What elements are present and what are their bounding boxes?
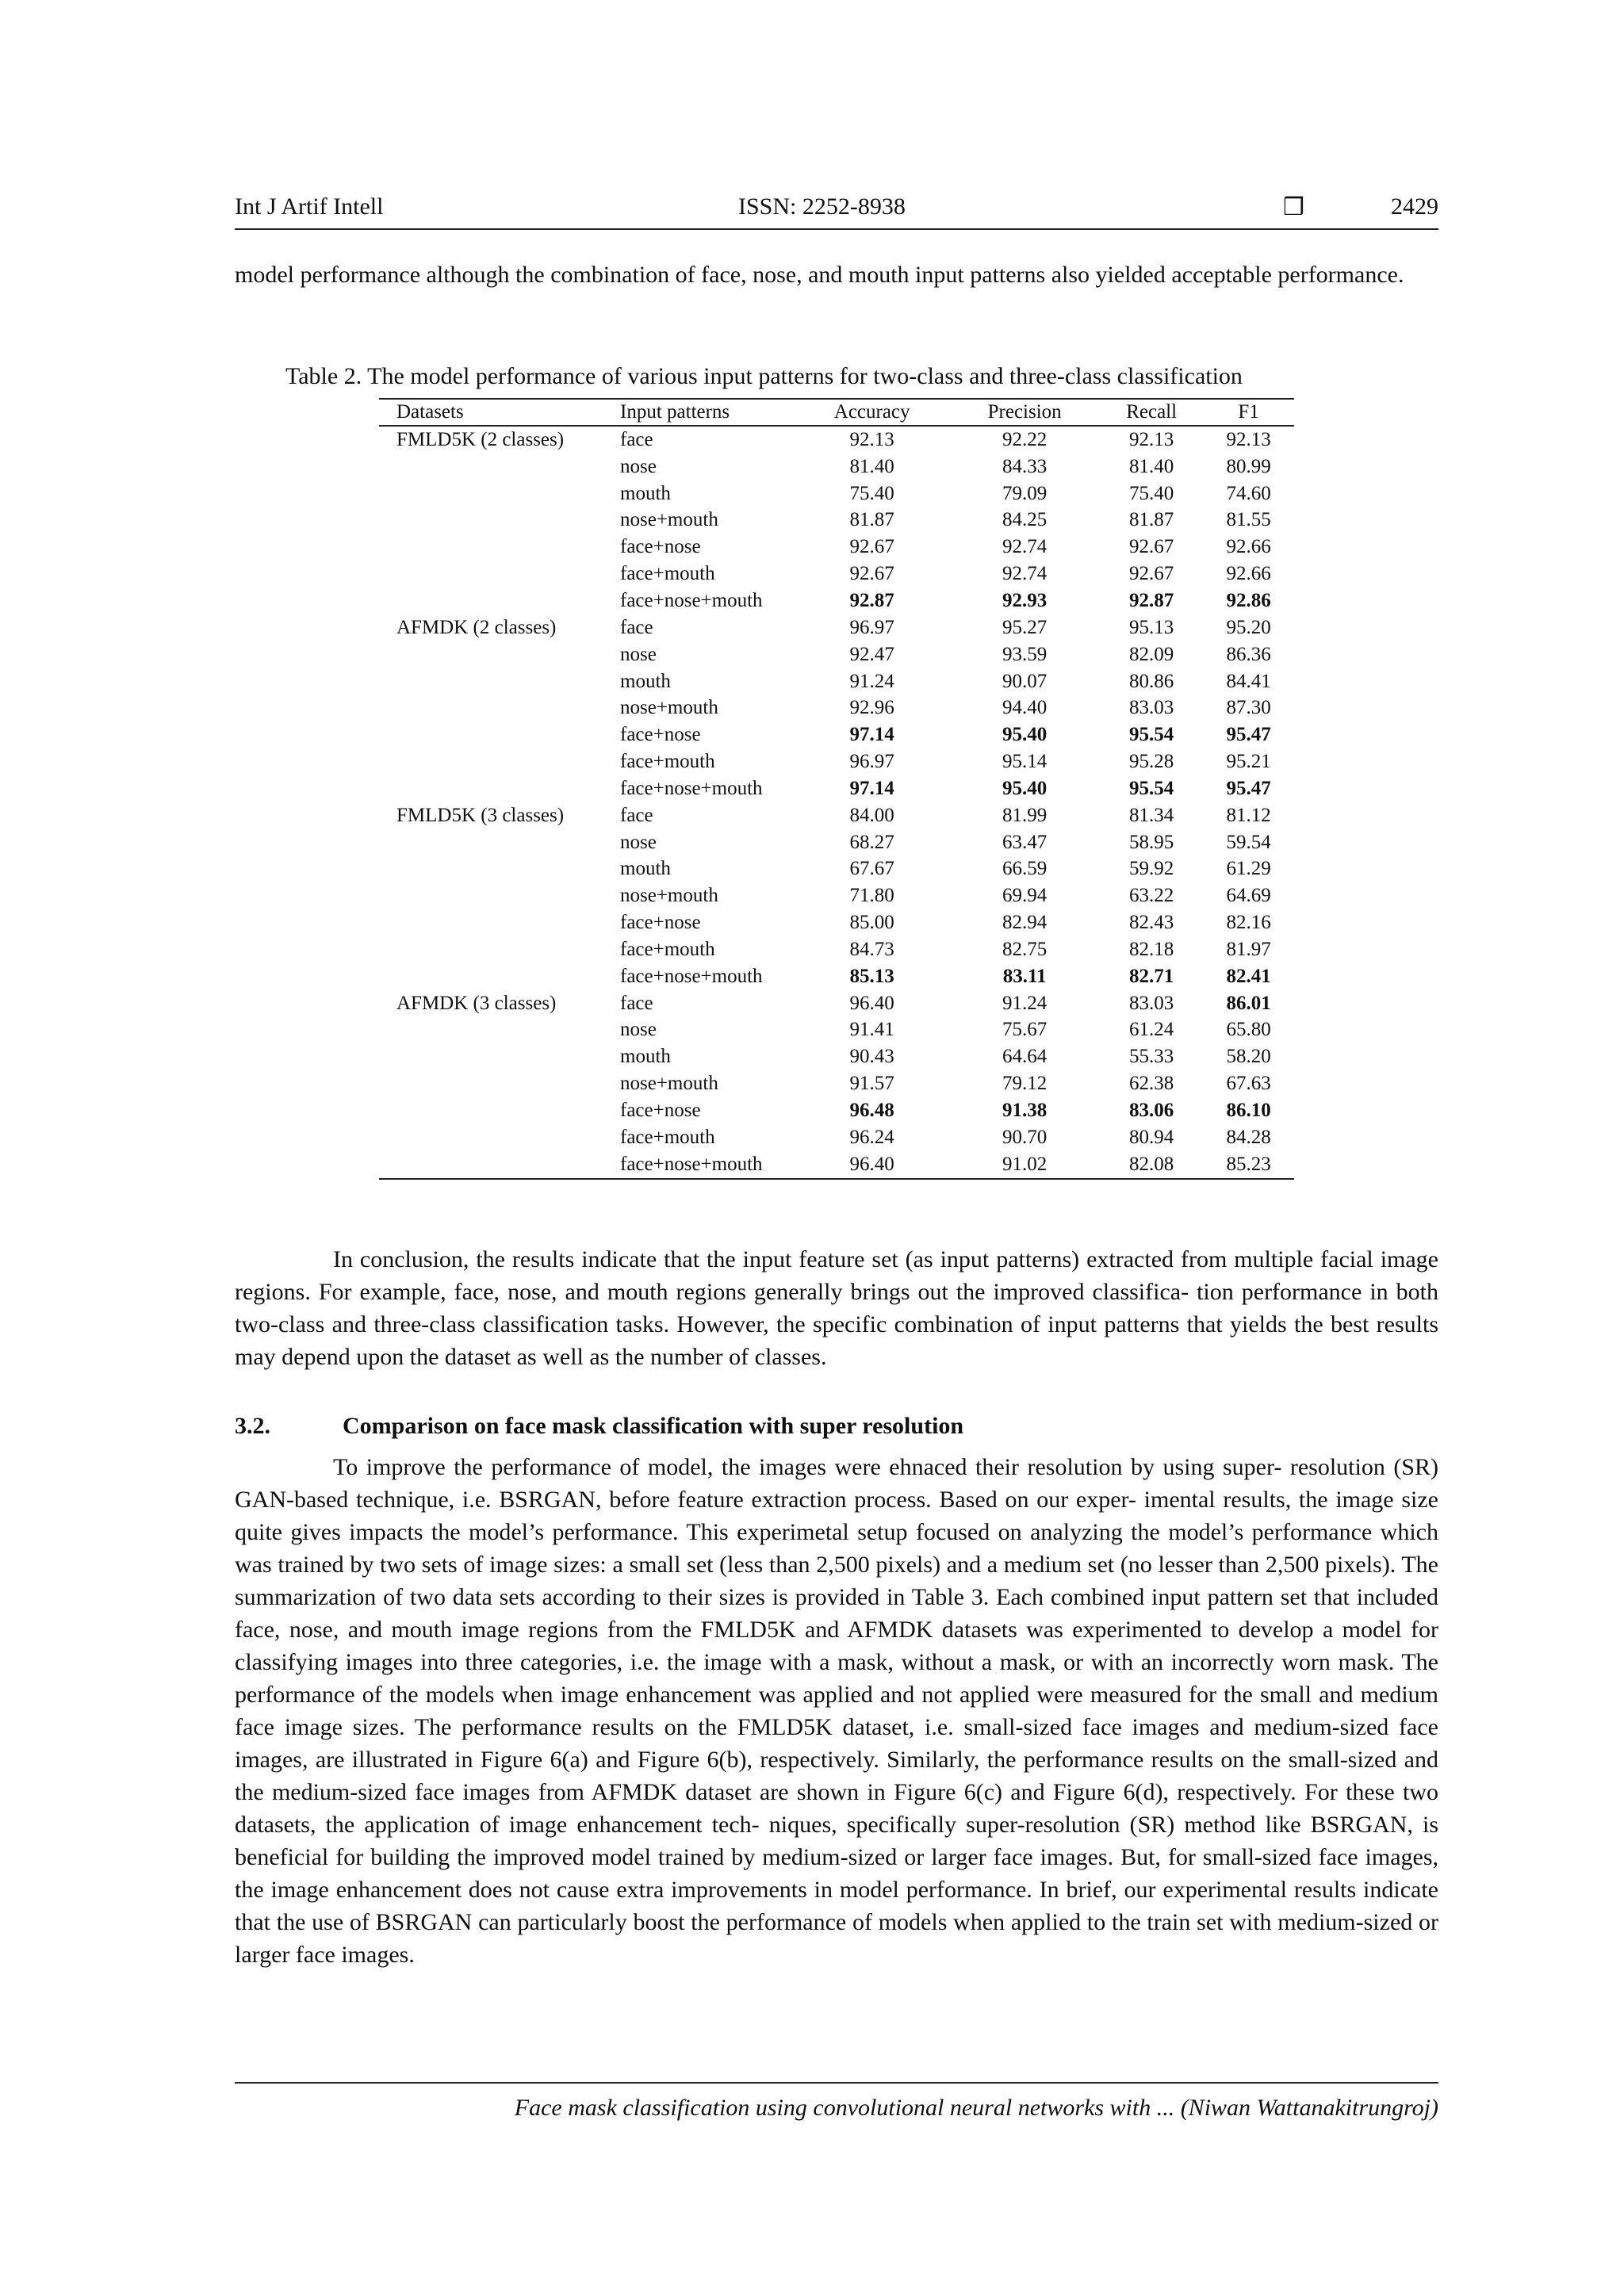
- col-header-input-patterns: Input patterns: [620, 399, 795, 426]
- table-row: [379, 748, 1294, 775]
- cell-recall: 61.24: [1129, 1019, 1174, 1041]
- cell-recall: 83.03: [1129, 992, 1174, 1014]
- cell-input-pattern: nose+mouth: [620, 1073, 718, 1095]
- cell-f1: 65.80: [1226, 1019, 1271, 1041]
- cell-accuracy: 97.14: [849, 777, 894, 799]
- cell-precision: 92.93: [1002, 589, 1048, 611]
- square-symbol-icon: ❒: [1283, 194, 1304, 220]
- cell-recall: 80.86: [1129, 670, 1174, 692]
- cell-input-pattern: mouth: [620, 670, 671, 692]
- cell-recall: 82.71: [1129, 965, 1174, 987]
- intro-paragraph: model performance although the combination of face, nose, and mouth input patterns also yielded acceptable performance.: [235, 262, 1404, 288]
- cell-precision: 63.47: [1002, 831, 1048, 853]
- cell-input-pattern: face: [620, 428, 653, 450]
- cell-precision: 92.22: [1002, 428, 1048, 450]
- cell-f1: 86.10: [1226, 1100, 1271, 1122]
- cell-accuracy: 96.97: [849, 751, 894, 773]
- cell-precision: 93.59: [1002, 643, 1048, 665]
- cell-f1: 82.16: [1226, 912, 1271, 934]
- cell-dataset: [379, 882, 620, 909]
- cell-accuracy: 92.13: [849, 428, 894, 450]
- cell-recall: 81.87: [1129, 509, 1174, 531]
- table-caption: Table 2. The model performance of various input patterns for two-class and three-class classification: [285, 363, 1243, 389]
- cell-accuracy: 92.67: [849, 536, 894, 558]
- cell-precision: 90.07: [1002, 670, 1048, 692]
- table-row: [379, 534, 1294, 561]
- cell-f1: 92.13: [1226, 428, 1271, 450]
- cell-dataset: [379, 936, 620, 963]
- cell-dataset: [379, 1070, 620, 1097]
- cell-precision: 69.94: [1002, 885, 1048, 907]
- table-header-row: [379, 399, 1294, 426]
- cell-input-pattern: face+nose+mouth: [620, 777, 763, 799]
- table-row: [379, 856, 1294, 883]
- cell-f1: 80.99: [1226, 455, 1271, 477]
- cell-accuracy: 75.40: [849, 482, 894, 504]
- cell-precision: 79.12: [1002, 1073, 1048, 1095]
- cell-dataset: [379, 507, 620, 534]
- cell-precision: 81.99: [1002, 804, 1048, 826]
- cell-recall: 92.13: [1129, 428, 1174, 450]
- cell-recall: 63.22: [1129, 885, 1174, 907]
- cell-f1: 92.86: [1226, 589, 1271, 611]
- cell-precision: 95.40: [1002, 724, 1048, 746]
- cell-accuracy: 85.00: [849, 912, 894, 934]
- cell-accuracy: 96.40: [795, 1151, 949, 1179]
- section-heading: [235, 1413, 1438, 1440]
- table-row: [379, 587, 1294, 614]
- cell-accuracy: 91.57: [849, 1073, 894, 1095]
- cell-recall: 75.40: [1129, 482, 1174, 504]
- cell-dataset: AFMDK (2 classes): [396, 616, 557, 638]
- cell-accuracy: 81.40: [849, 455, 894, 477]
- cell-input-pattern: face+nose+mouth: [620, 1151, 795, 1179]
- cell-recall: 80.94: [1129, 1126, 1174, 1148]
- cell-f1: 67.63: [1226, 1073, 1271, 1095]
- cell-precision: 84.33: [1002, 455, 1048, 477]
- cell-accuracy: 67.67: [849, 858, 894, 880]
- table-row: [379, 641, 1294, 668]
- cell-precision: 90.70: [1002, 1126, 1048, 1148]
- cell-recall: 92.67: [1129, 536, 1174, 558]
- page-footer: Face mask classification using convolutional neural networks with ... (Niwan Wattanakitrungroj): [235, 2082, 1438, 2122]
- cell-f1: 87.30: [1226, 697, 1271, 719]
- cell-input-pattern: face+mouth: [620, 751, 715, 773]
- cell-dataset: [379, 963, 620, 990]
- cell-f1: 58.20: [1226, 1046, 1271, 1068]
- cell-accuracy: 91.41: [849, 1019, 894, 1041]
- cell-precision: 66.59: [1002, 858, 1048, 880]
- cell-accuracy: 91.24: [849, 670, 894, 692]
- table-row: [379, 1151, 1294, 1179]
- cell-precision: 75.67: [1002, 1019, 1048, 1041]
- cell-input-pattern: mouth: [620, 482, 671, 504]
- cell-input-pattern: face+nose: [620, 536, 701, 558]
- cell-accuracy: 71.80: [849, 885, 894, 907]
- cell-input-pattern: nose: [620, 1019, 657, 1041]
- cell-input-pattern: face: [620, 992, 653, 1014]
- cell-dataset: [379, 909, 620, 936]
- table-row: [379, 614, 1294, 641]
- col-header-recall: Recall: [1100, 399, 1203, 426]
- cell-precision: 92.74: [1002, 563, 1048, 585]
- cell-input-pattern: face+nose+mouth: [620, 589, 763, 611]
- cell-input-pattern: face+nose+mouth: [620, 965, 763, 987]
- table-row: [379, 1070, 1294, 1097]
- table-row: [379, 1097, 1294, 1124]
- cell-precision: 95.14: [1002, 751, 1048, 773]
- cell-precision: 95.27: [1002, 616, 1048, 638]
- results-table: [379, 398, 1294, 1180]
- cell-dataset: AFMDK (3 classes): [396, 992, 557, 1014]
- cell-dataset: FMLD5K (3 classes): [396, 804, 565, 826]
- table-row: [379, 882, 1294, 909]
- cell-dataset: [379, 1043, 620, 1070]
- cell-accuracy: 92.47: [849, 643, 894, 665]
- table-row: [379, 802, 1294, 829]
- cell-recall: 81.40: [1129, 455, 1174, 477]
- cell-accuracy: 97.14: [849, 724, 894, 746]
- cell-f1: 95.21: [1226, 751, 1271, 773]
- cell-input-pattern: face+nose: [620, 724, 701, 746]
- cell-f1: 95.20: [1226, 616, 1271, 638]
- cell-f1: 95.47: [1226, 777, 1271, 799]
- cell-recall: 95.28: [1129, 751, 1174, 773]
- cell-input-pattern: face+mouth: [620, 563, 715, 585]
- cell-recall: 83.06: [1129, 1100, 1174, 1122]
- cell-recall: 82.18: [1129, 938, 1174, 960]
- cell-input-pattern: mouth: [620, 858, 671, 880]
- cell-recall: 95.54: [1129, 777, 1174, 799]
- cell-f1: 86.36: [1226, 643, 1271, 665]
- cell-recall: 82.09: [1129, 643, 1174, 665]
- cell-input-pattern: nose: [620, 831, 657, 853]
- section-title: Comparison on face mask classification with super resolution: [343, 1413, 964, 1439]
- table-row: [379, 695, 1294, 721]
- cell-accuracy: 84.73: [849, 938, 894, 960]
- cell-recall: 92.67: [1129, 563, 1174, 585]
- cell-recall: 82.08: [1100, 1151, 1203, 1179]
- col-header-accuracy: Accuracy: [795, 399, 949, 426]
- cell-dataset: FMLD5K (2 classes): [396, 428, 565, 450]
- table-row: [379, 775, 1294, 802]
- cell-dataset: [379, 534, 620, 561]
- cell-recall: 92.87: [1129, 589, 1174, 611]
- cell-f1: 81.12: [1226, 804, 1271, 826]
- section-number: 3.2.: [235, 1413, 270, 1439]
- cell-input-pattern: face: [620, 804, 653, 826]
- cell-f1: 85.23: [1203, 1151, 1294, 1179]
- cell-accuracy: 68.27: [849, 831, 894, 853]
- col-header-datasets: Datasets: [379, 399, 620, 426]
- cell-input-pattern: nose: [620, 455, 657, 477]
- cell-f1: 64.69: [1226, 885, 1271, 907]
- cell-precision: 82.94: [1002, 912, 1048, 934]
- cell-input-pattern: face+nose: [620, 1100, 701, 1122]
- cell-dataset: [379, 641, 620, 668]
- cell-recall: 83.03: [1129, 697, 1174, 719]
- cell-dataset: [379, 453, 620, 480]
- cell-input-pattern: nose: [620, 643, 657, 665]
- cell-precision: 84.25: [1002, 509, 1048, 531]
- cell-precision: 94.40: [1002, 697, 1048, 719]
- cell-accuracy: 96.48: [849, 1100, 894, 1122]
- cell-precision: 82.75: [1002, 938, 1048, 960]
- cell-f1: 81.97: [1226, 938, 1271, 960]
- col-header-precision: Precision: [949, 399, 1100, 426]
- cell-input-pattern: face+mouth: [620, 1126, 715, 1148]
- cell-recall: 81.34: [1129, 804, 1174, 826]
- cell-f1: 86.01: [1226, 992, 1271, 1014]
- cell-input-pattern: face+nose: [620, 912, 701, 934]
- table-row: [379, 721, 1294, 748]
- cell-recall: 55.33: [1129, 1046, 1174, 1068]
- table-row: [379, 668, 1294, 695]
- cell-recall: 58.95: [1129, 831, 1174, 853]
- table-row: [379, 990, 1294, 1017]
- cell-accuracy: 92.67: [849, 563, 894, 585]
- cell-dataset: [379, 668, 620, 695]
- table-row: [379, 507, 1294, 534]
- cell-input-pattern: nose+mouth: [620, 885, 718, 907]
- page-header: [235, 192, 1438, 230]
- cell-accuracy: 90.43: [849, 1046, 894, 1068]
- cell-f1: 84.41: [1226, 670, 1271, 692]
- cell-recall: 95.13: [1129, 616, 1174, 638]
- col-header-f1: F1: [1203, 399, 1294, 426]
- cell-accuracy: 92.96: [849, 697, 894, 719]
- table-row: [379, 963, 1294, 990]
- cell-f1: 84.28: [1226, 1126, 1271, 1148]
- cell-precision: 79.09: [1002, 482, 1048, 504]
- table-row: [379, 1043, 1294, 1070]
- cell-f1: 61.29: [1226, 858, 1271, 880]
- cell-accuracy: 96.40: [849, 992, 894, 1014]
- cell-precision: 91.02: [949, 1151, 1100, 1179]
- cell-recall: 95.54: [1129, 724, 1174, 746]
- cell-accuracy: 84.00: [849, 804, 894, 826]
- cell-dataset: [379, 561, 620, 587]
- cell-f1: 92.66: [1226, 563, 1271, 585]
- cell-dataset: [379, 1017, 620, 1044]
- cell-dataset: [379, 748, 620, 775]
- cell-dataset: [379, 1124, 620, 1151]
- cell-dataset: [379, 721, 620, 748]
- conclusion-paragraph: In conclusion, the results indicate that the input feature set (as input patterns) extracted from multiple facial image regions. For example, face, nose, and mouth regions generally brings out the improved classifica- tion performance in both two-class and three-class classification tasks. However, the specific combination of input patterns that yields the best results may depend upon the dataset as well as the number of classes.: [235, 1246, 1438, 1370]
- cell-precision: 92.74: [1002, 536, 1048, 558]
- cell-dataset: [379, 856, 620, 883]
- cell-f1: 81.55: [1226, 509, 1271, 531]
- cell-accuracy: 81.87: [849, 509, 894, 531]
- table-row: [379, 1124, 1294, 1151]
- table-row: [379, 909, 1294, 936]
- cell-precision: 91.38: [1002, 1100, 1048, 1122]
- cell-accuracy: 85.13: [849, 965, 894, 987]
- cell-dataset: [379, 1151, 620, 1179]
- table-body: [379, 426, 1294, 1179]
- page-number: 2429: [1391, 193, 1438, 220]
- table-row: [379, 480, 1294, 507]
- cell-f1: 95.47: [1226, 724, 1271, 746]
- cell-f1: 74.60: [1226, 482, 1271, 504]
- cell-input-pattern: mouth: [620, 1046, 671, 1068]
- cell-recall: 59.92: [1129, 858, 1174, 880]
- cell-accuracy: 92.87: [849, 589, 894, 611]
- cell-f1: 92.66: [1226, 536, 1271, 558]
- cell-dataset: [379, 587, 620, 614]
- cell-dataset: [379, 829, 620, 856]
- cell-recall: 62.38: [1129, 1073, 1174, 1095]
- cell-dataset: [379, 480, 620, 507]
- table-row: [379, 1017, 1294, 1044]
- table-row: [379, 426, 1294, 453]
- cell-input-pattern: face: [620, 616, 653, 638]
- table-row: [379, 453, 1294, 480]
- cell-input-pattern: nose+mouth: [620, 509, 718, 531]
- issn: ISSN: 2252-8938: [738, 193, 906, 220]
- cell-recall: 82.43: [1129, 912, 1174, 934]
- cell-precision: 95.40: [1002, 777, 1048, 799]
- journal-name: Int J Artif Intell: [235, 193, 384, 220]
- cell-accuracy: 96.24: [849, 1126, 894, 1148]
- cell-dataset: [379, 1097, 620, 1124]
- cell-f1: 59.54: [1226, 831, 1271, 853]
- cell-accuracy: 96.97: [849, 616, 894, 638]
- cell-precision: 64.64: [1002, 1046, 1048, 1068]
- cell-dataset: [379, 695, 620, 721]
- cell-precision: 91.24: [1002, 992, 1048, 1014]
- table-row: [379, 936, 1294, 963]
- cell-input-pattern: face+mouth: [620, 938, 715, 960]
- table-row: [379, 829, 1294, 856]
- cell-dataset: [379, 775, 620, 802]
- cell-f1: 82.41: [1226, 965, 1271, 987]
- cell-precision: 83.11: [1002, 965, 1047, 987]
- section-paragraph: To improve the performance of model, the images were ehnaced their resolution by using super- resolution (SR) GAN-based technique, i.e. BSRGAN, before feature extraction process. Based on our exper- imental results, the image size quite gives impacts the model’s performance. This experimetal setup focused on analyzing the model’s performance which was trained by two sets of image sizes: a small set (less than 2,500 pixels) and a medium set (no lesser than 2,500 pixels). The summarization of two data sets according to their sizes is provided in Table 3. Each combined input pattern set that included face, nose, and mouth image regions from the FMLD5K and AFMDK datasets was experimented to develop a model for classifying images into three categories, i.e. the image with a mask, without a mask, or with an incorrectly worn mask. The performance of the models when image enhancement was applied and not applied were measured for the small and medium face image sizes. The performance results on the FMLD5K dataset, i.e. small-sized face images and medium-sized face images, are illustrated in Figure 6(a) and Figure 6(b), respectively. Similarly, the performance results on the small-sized and the medium-sized face images from AFMDK dataset are shown in Figure 6(c) and Figure 6(d), respectively. For these two datasets, the application of image enhancement tech- niques, specifically super-resolution (SR) method like BSRGAN, is beneficial for building the improved model trained by medium-sized or larger face images. But, for small-sized face images, the image enhancement does not cause extra improvements in model performance. In brief, our experimental results indicate that the use of BSRGAN can particularly boost the performance of models when applied to the train set with medium-sized or larger face images.: [235, 1454, 1438, 1968]
- cell-input-pattern: nose+mouth: [620, 697, 718, 719]
- table-row: [379, 561, 1294, 587]
